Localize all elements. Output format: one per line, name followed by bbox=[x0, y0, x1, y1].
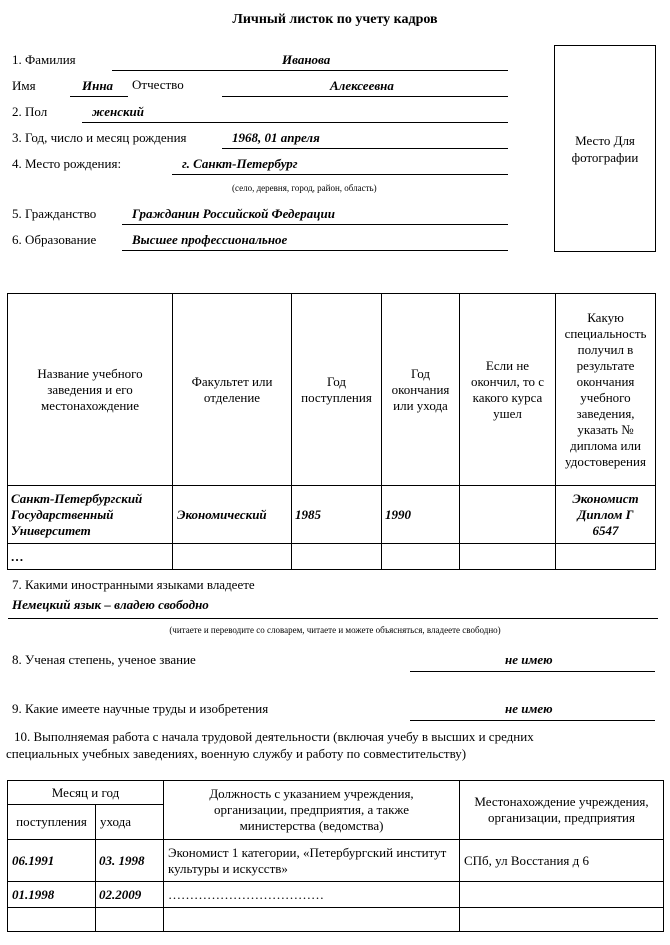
birthdate-line bbox=[222, 148, 508, 149]
patronymic-value: Алексеевна bbox=[330, 78, 394, 93]
employment-header: ухода bbox=[96, 805, 164, 840]
birthplace-value: г. Санкт-Петербург bbox=[182, 156, 298, 171]
employment-cell: ……………………………… bbox=[164, 882, 460, 908]
education-header: Какую специальность получил в результате окончания учебного заведения, указать № диплома или удостоверения bbox=[556, 294, 656, 486]
sex-value: женский bbox=[92, 104, 145, 119]
table-row bbox=[8, 544, 656, 570]
employment-cell bbox=[460, 882, 664, 908]
patronymic-line bbox=[222, 96, 508, 97]
education-table bbox=[7, 293, 656, 570]
page-title: Личный листок по учету кадров bbox=[232, 12, 438, 27]
birthplace-hint: (село, деревня, город, район, область) bbox=[232, 183, 377, 193]
citizenship-line bbox=[122, 224, 508, 225]
education-header: Название учебного заведения и его местонахождение bbox=[8, 294, 173, 486]
education-header: Факультет или отделение bbox=[173, 294, 292, 486]
degree-label: 8. Ученая степень, ученое звание bbox=[12, 652, 196, 667]
table-row bbox=[8, 882, 664, 908]
employment-cell: Экономист 1 категории, «Петербургский институт культуры и искусств» bbox=[164, 840, 460, 882]
education-header: Год поступления bbox=[292, 294, 382, 486]
birthplace-label: 4. Место рождения: bbox=[12, 156, 122, 171]
employment-header-row bbox=[8, 781, 664, 805]
education-header-row bbox=[8, 294, 656, 486]
employment-cell: 02.2009 bbox=[96, 882, 164, 908]
name-value: Инна bbox=[82, 78, 114, 93]
citizenship-label: 5. Гражданство bbox=[12, 206, 97, 221]
degree-value: не имею bbox=[505, 652, 553, 667]
surname-value: Иванова bbox=[282, 52, 331, 67]
employment-cell: 03. 1998 bbox=[96, 840, 164, 882]
education-header: Год окончания или ухода bbox=[382, 294, 460, 486]
education-cell bbox=[173, 544, 292, 570]
sex-label: 2. Пол bbox=[12, 104, 48, 119]
education-header: Если не окончил, то с какого курса ушел bbox=[460, 294, 556, 486]
languages-value: Немецкий язык – владею свободно bbox=[12, 597, 209, 612]
education-cell: 1990 bbox=[382, 486, 460, 544]
birthdate-label: 3. Год, число и месяц рождения bbox=[12, 130, 187, 145]
languages-line bbox=[8, 618, 658, 619]
employment-header: поступления bbox=[8, 805, 96, 840]
name-label: Имя bbox=[12, 78, 36, 93]
education-cell: Экономический bbox=[173, 486, 292, 544]
employment-header: Местонахождение учреждения, организации, предприятия bbox=[460, 781, 664, 840]
name-line bbox=[70, 96, 128, 97]
education-cell: 1985 bbox=[292, 486, 382, 544]
education-value: Высшее профессиональное bbox=[132, 232, 288, 247]
education-cell: Санкт-Петербургский Государственный Университет bbox=[8, 486, 173, 544]
employment-cell bbox=[460, 908, 664, 932]
employment-cell: СПб, ул Восстания д 6 bbox=[460, 840, 664, 882]
education-cell bbox=[460, 544, 556, 570]
works-label: 9. Какие имеете научные труды и изобретения bbox=[12, 701, 269, 716]
photo-box bbox=[554, 45, 656, 252]
sex-line bbox=[82, 122, 508, 123]
employment-header: Месяц и год bbox=[8, 781, 164, 805]
employment-intro: специальных учебных заведениях, военную службу и работу по совместительству) bbox=[6, 746, 467, 761]
education-cell bbox=[292, 544, 382, 570]
education-line bbox=[122, 250, 508, 251]
birthplace-line bbox=[172, 174, 508, 175]
languages-hint: (читаете и переводите со словарем, читаете и можете объясняться, владеете свободно) bbox=[169, 625, 501, 635]
employment-table bbox=[7, 780, 664, 932]
education-cell bbox=[460, 486, 556, 544]
employment-cell bbox=[164, 908, 460, 932]
photo-box-label: Место Для фотографии bbox=[571, 132, 639, 165]
citizenship-value: Гражданин Российской Федерации bbox=[132, 206, 335, 221]
employment-cell: 06.1991 bbox=[8, 840, 96, 882]
surname-line bbox=[112, 70, 508, 71]
surname-label: 1. Фамилия bbox=[12, 52, 76, 67]
table-row bbox=[8, 486, 656, 544]
employment-cell bbox=[8, 908, 96, 932]
employment-intro: 10. Выполняемая работа с начала трудовой деятельности (включая учебу в высших и средних bbox=[14, 729, 534, 744]
employment-header: Должность с указанием учреждения, организации, предприятия, а также министерства (ведомства) bbox=[164, 781, 460, 840]
employment-cell: 01.1998 bbox=[8, 882, 96, 908]
education-label: 6. Образование bbox=[12, 232, 97, 247]
employment-cell bbox=[96, 908, 164, 932]
patronymic-label: Отчество bbox=[132, 77, 184, 92]
education-cell: Экономист Диплом Г 6547 bbox=[556, 486, 656, 544]
table-row bbox=[8, 840, 664, 882]
education-cell bbox=[556, 544, 656, 570]
degree-line bbox=[410, 671, 655, 672]
works-line bbox=[410, 720, 655, 721]
table-row bbox=[8, 908, 664, 932]
languages-label: 7. Какими иностранными языками владеете bbox=[12, 577, 255, 592]
education-cell bbox=[382, 544, 460, 570]
education-cell: … bbox=[8, 544, 173, 570]
works-value: не имею bbox=[505, 701, 553, 716]
birthdate-value: 1968, 01 апреля bbox=[232, 130, 320, 145]
